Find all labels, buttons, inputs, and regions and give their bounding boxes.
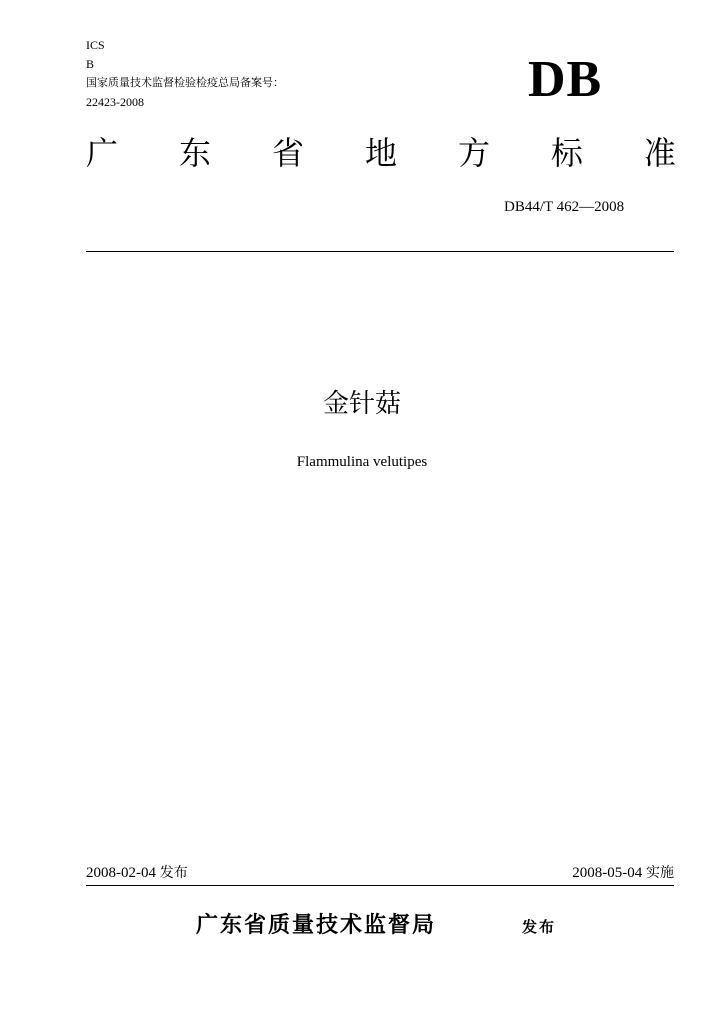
issue-date-value: 2008-02-04 — [86, 865, 156, 881]
implement-date-value: 2008-05-04 — [572, 865, 643, 881]
header-divider — [86, 251, 674, 252]
standard-title-char: 方 — [457, 134, 490, 172]
standard-title-char: 省 — [271, 134, 304, 172]
standard-title-char: 标 — [550, 134, 583, 172]
issue-date-label: 发布 — [159, 865, 188, 881]
issuer-suffix: 发布 — [522, 918, 557, 936]
issuer-name: 广东省质量技术监督局 — [196, 913, 437, 938]
implement-date-label: 实施 — [646, 865, 674, 881]
standard-title-char: 东 — [178, 134, 211, 172]
filing-label: 国家质量技术监督检验检疫总局备案号： — [86, 76, 284, 89]
footer-divider — [86, 885, 674, 886]
standard-title-char: 准 — [643, 134, 676, 172]
db-logo: DB — [528, 51, 603, 108]
standard-number: DB44/T 462—2008 — [504, 199, 625, 215]
document-title-cn: 金针菇 — [322, 389, 401, 419]
filing-number: 22423-2008 — [86, 95, 144, 109]
standard-title-char: 广 — [86, 134, 119, 172]
implement-date — [572, 864, 674, 882]
issue-date — [86, 864, 188, 882]
document-title-en: Flammulina velutipes — [296, 454, 428, 470]
standard-title — [86, 133, 676, 173]
standard-title-char: 地 — [364, 134, 397, 172]
classification-code: B — [86, 57, 95, 71]
ics-label: ICS — [86, 38, 105, 52]
